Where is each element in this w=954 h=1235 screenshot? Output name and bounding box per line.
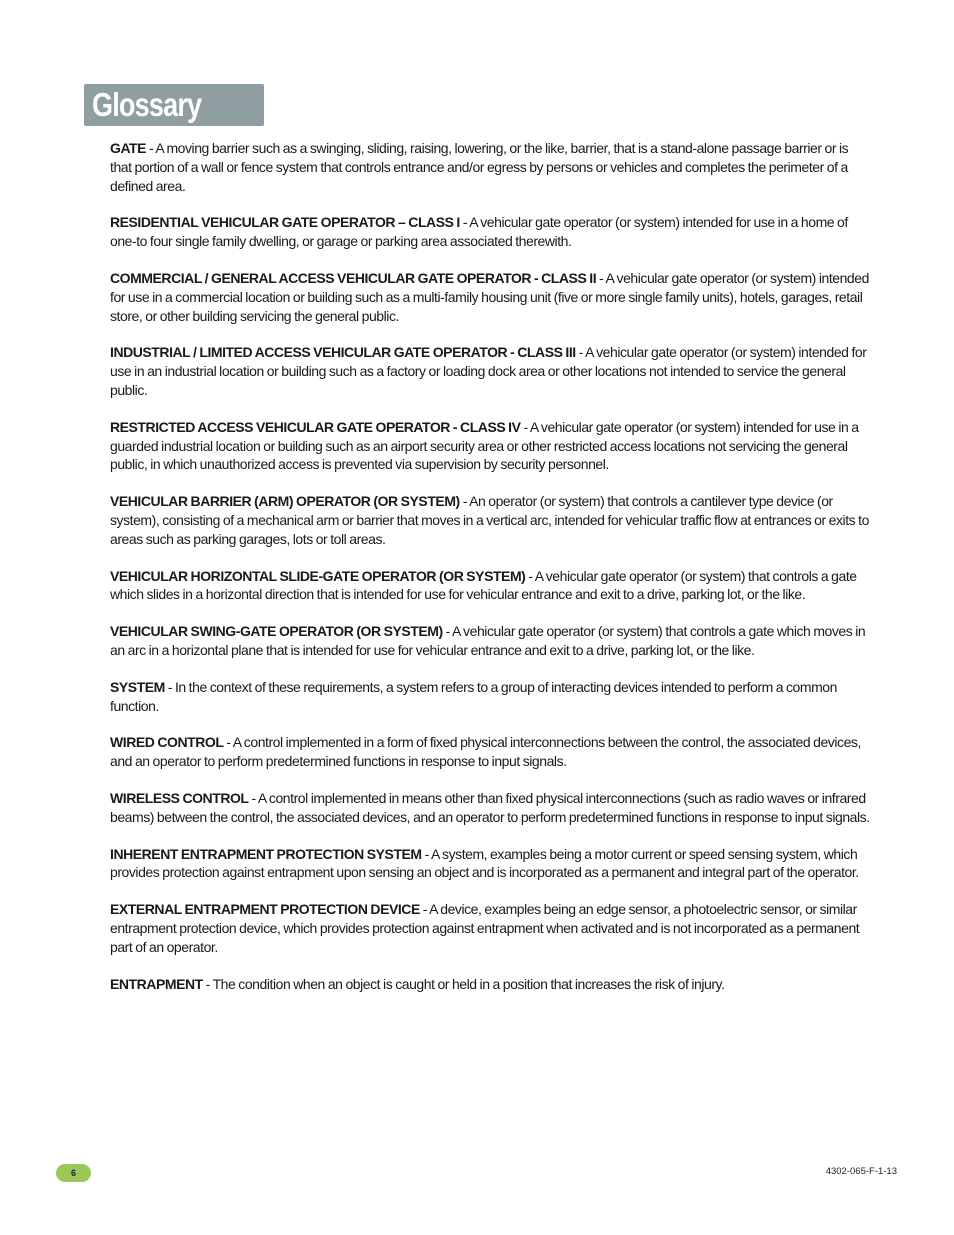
glossary-definition: A vehicular gate operator (or system) intended for use in an industrial location or building such as a factory or loading dock area or other locations not intended to service the general public. (110, 344, 867, 398)
glossary-definition: A vehicular gate operator (or system) intended for use in a commercial location or building such as a multi-family housing unit (five or more single family units), hotels, garages, retail store, or other building servicing the general public. (110, 269, 869, 324)
glossary-entry: INHERENT ENTRAPMENT PROTECTION SYSTEM - A system, examples being a motor current or speed sensing system, which provides protection against entrapment upon sensing an object and is incorporated as a permanent and integral part of the operator. (110, 845, 859, 881)
glossary-term: WIRELESS CONTROL (110, 789, 249, 806)
glossary-list (110, 139, 872, 1011)
document-code: 4302-065-F-1-13 (825, 1166, 897, 1177)
glossary-term: WIRED CONTROL (110, 734, 224, 751)
glossary-definition: The condition when an object is caught or held in a position that increases the risk of injury. (212, 975, 725, 992)
glossary-entry: RESTRICTED ACCESS VEHICULAR GATE OPERATOR - CLASS IV - A vehicular gate operator (or system) intended for use in a guarded industrial location or building such as an airport security area or other restricted access locations not servicing the general public, in which unauthorized access is prevented via supervision by security personnel. (110, 418, 859, 473)
page-number: 6 (70, 1168, 76, 1178)
glossary-definition: A control implemented in means other than fixed physical interconnections (such as radio waves or infrared beams) between the control, the associated devices, and an operator to perform predetermined functions in response to input signals. (110, 789, 870, 825)
page-title-box (84, 84, 264, 126)
glossary-term: VEHICULAR SWING-GATE OPERATOR (OR SYSTEM) (110, 623, 443, 640)
glossary-entry: COMMERCIAL / GENERAL ACCESS VEHICULAR GATE OPERATOR - CLASS II - A vehicular gate operator (or system) intended for use in a commercial location or building such as a multi-family housing unit (five or more single family units), hotels, garages, retail store, or other building servicing the general public. (110, 269, 869, 324)
glossary-term: VEHICULAR BARRIER (ARM) OPERATOR (OR SYSTEM) (110, 493, 460, 510)
glossary-definition: A vehicular gate operator (or system) intended for use in a guarded industrial location or building such as an airport security area or other restricted access locations not servicing the general public, in which unauthorized access is prevented via supervision by security personnel. (110, 418, 859, 473)
glossary-term: INDUSTRIAL / LIMITED ACCESS VEHICULAR GATE OPERATOR - CLASS III (110, 344, 576, 361)
glossary-entry: SYSTEM - In the context of these requirements, a system refers to a group of interacting devices intended to perform a common function. (110, 678, 837, 714)
glossary-definition: A vehicular gate operator (or system) that controls a gate which moves in an arc in a horizontal plane that is intended for use for vehicular entrance and exit to a drive, parking lot, or the like. (110, 623, 866, 658)
glossary-entry: RESIDENTIAL VEHICULAR GATE OPERATOR – CLASS I - A vehicular gate operator (or system) intended for use in a home of one-to four single family dwelling, or garage or parking area associated therewith. (110, 214, 848, 250)
glossary-term: GATE (110, 140, 147, 156)
glossary-definition: A device, examples being an edge sensor, a photoelectric sensor, or similar entrapment protection device, which provides protection against entrapment when activated and is not incorporated as a permanent part of an operator. (110, 901, 860, 955)
glossary-entry: VEHICULAR HORIZONTAL SLIDE-GATE OPERATOR (OR SYSTEM) - A vehicular gate operator (or system) that controls a gate which slides in a horizontal direction that is intended for use for vehicular entrance and exit to a drive, parking lot, or the like. (110, 567, 857, 603)
glossary-entry: WIRELESS CONTROL - A control implemented in means other than fixed physical interconnections (such as radio waves or infrared beams) between the control, the associated devices, and an operator to perform predetermined functions in response to input signals. (110, 789, 870, 825)
glossary-definition: A system, examples being a motor current or speed sensing system, which provides protection against entrapment upon sensing an object and is incorporated as a permanent and integral part of the operator. (110, 845, 859, 881)
glossary-term: INHERENT ENTRAPMENT PROTECTION SYSTEM (110, 845, 422, 862)
glossary-entry: WIRED CONTROL - A control implemented in a form of fixed physical interconnections between the control, the associated devices, and an operator to perform predetermined functions in response to input signals. (110, 734, 861, 770)
glossary-term: EXTERNAL ENTRAPMENT PROTECTION DEVICE (110, 901, 420, 918)
glossary-definition: A control implemented in a form of fixed physical interconnections between the control, the associated devices, and an operator to perform predetermined functions in response to input signals. (110, 734, 861, 770)
glossary-entry: ENTRAPMENT - The condition when an object is caught or held in a position that increases the risk of injury. (110, 975, 725, 992)
glossary-entry: VEHICULAR BARRIER (ARM) OPERATOR (OR SYSTEM) - An operator (or system) that controls a cantilever type device (or system), consisting of a mechanical arm or barrier that moves in a vertical arc, intended for vehicular traffic flow at entrances or exits to areas such as parking garages, lots or toll areas. (110, 493, 869, 547)
glossary-term: COMMERCIAL / GENERAL ACCESS VEHICULAR GATE OPERATOR - CLASS II (110, 269, 597, 286)
glossary-term: ENTRAPMENT (110, 975, 203, 992)
glossary-definition: A vehicular gate operator (or system) intended for use in a home of one-to four single family dwelling, or garage or parking area associated therewith. (110, 214, 848, 250)
glossary-entry: INDUSTRIAL / LIMITED ACCESS VEHICULAR GATE OPERATOR - CLASS III - A vehicular gate operator (or system) intended for use in an industrial location or building such as a factory or loading dock area or other locations not intended to service the general public. (110, 344, 867, 398)
glossary-entry: GATE - A moving barrier such as a swinging, sliding, raising, lowering, or the like, barrier, that is a stand-alone passage barrier or is that portion of a wall or fence system that controls entrance and/or egress by persons or vehicles and completes the perimeter of a defined area. (110, 140, 849, 194)
glossary-definition: An operator (or system) that controls a cantilever type device (or system), consisting of a mechanical arm or barrier that moves in a vertical arc, intended for vehicular traffic flow at entrances or exits to areas such as parking garages, lots or toll areas. (110, 493, 869, 547)
glossary-term: RESTRICTED ACCESS VEHICULAR GATE OPERATOR - CLASS IV (110, 418, 521, 435)
glossary-term: SYSTEM (110, 678, 165, 695)
glossary-definition: In the context of these requirements, a system refers to a group of interacting devices intended to perform a common function. (110, 678, 837, 714)
glossary-definition: A moving barrier such as a swinging, sliding, raising, lowering, or the like, barrier, that is a stand-alone passage barrier or is that portion of a wall or fence system that controls entrance and/or egress by persons or vehicles and completes the perimeter of a defined area. (110, 140, 849, 194)
glossary-entry: VEHICULAR SWING-GATE OPERATOR (OR SYSTEM) - A vehicular gate operator (or system) that controls a gate which moves in an arc in a horizontal plane that is intended for use for vehicular entrance and exit to a drive, parking lot, or the like. (110, 623, 866, 658)
page-number-badge (56, 1164, 91, 1182)
page-title: Glossary (92, 86, 202, 123)
glossary-definition: A vehicular gate operator (or system) that controls a gate which slides in a horizontal direction that is intended for use for vehicular entrance and exit to a drive, parking lot, or the like. (110, 567, 857, 603)
glossary-term: VEHICULAR HORIZONTAL SLIDE-GATE OPERATOR (OR SYSTEM) (110, 567, 526, 584)
glossary-entry: EXTERNAL ENTRAPMENT PROTECTION DEVICE - A device, examples being an edge sensor, a photoelectric sensor, or similar entrapment protection device, which provides protection against entrapment when activated and is not incorporated as a permanent part of an operator. (110, 901, 860, 955)
glossary-term: RESIDENTIAL VEHICULAR GATE OPERATOR – CLASS I (110, 214, 460, 231)
